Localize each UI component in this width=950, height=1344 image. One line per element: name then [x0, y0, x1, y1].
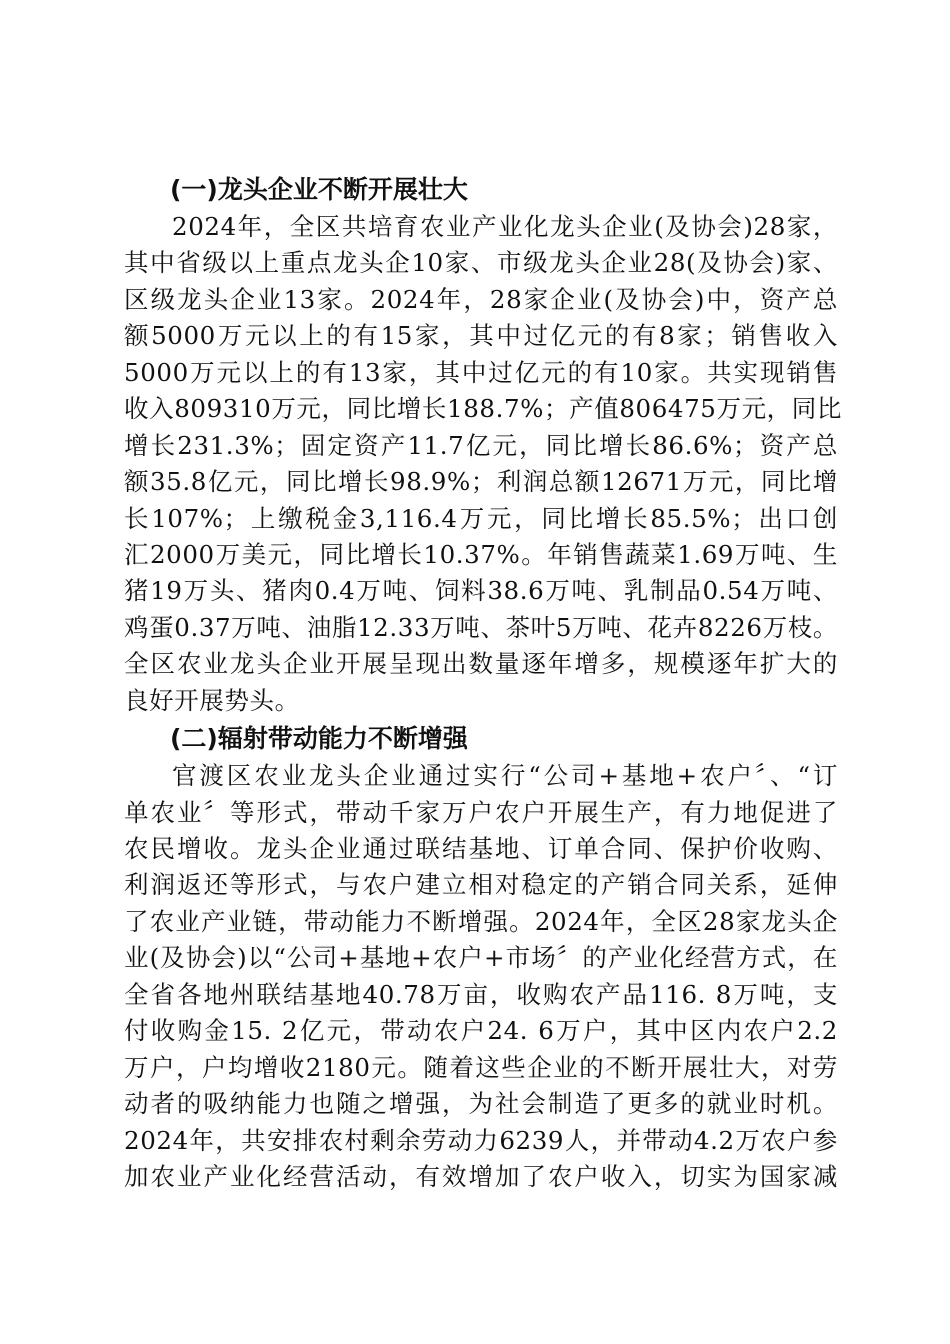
section-1-paragraph: [124, 209, 842, 719]
text-line: 万户，户均增收2180元。随着这些企业的不断开展壮大，对劳: [124, 1052, 838, 1082]
text-line: 猪19万头、猪肉0.4万吨、饲料38.6万吨、乳制品0.54万吨、: [124, 576, 838, 606]
text-line: 良好开展势头。: [124, 685, 300, 715]
text-line: 加农业产业化经营活动，有效增加了农户收入，切实为国家减: [124, 1161, 838, 1191]
text-line: 收入809310万元，同比增长188.7%；产值806475万元，同比: [124, 394, 842, 424]
text-line: 额5000万元以上的有15家，其中过亿元的有8家；销售收入: [124, 321, 838, 351]
text-line: 付收购金15. 2亿元，带动农户24. 6万户，其中区内农户2.2: [124, 1016, 838, 1046]
text-line: 2024年，全区共培育农业产业化龙头企业(及协会)28家，: [172, 212, 838, 241]
document-body: [124, 170, 842, 1195]
text-line: 增长231.3%；固定资产11.7亿元，同比增长86.6%；资产总: [124, 430, 838, 460]
text-line: 官渡区农业龙头企业通过实行“公司+基地+农户〞、“订: [172, 761, 838, 791]
text-line: 汇2000万美元，同比增长10.37%。年销售蔬菜1.69万吨、生: [124, 539, 838, 569]
text-line: 单农业〞等形式，带动千家万户农户开展生产，有力地促进了: [124, 797, 838, 827]
section-2-heading: (二)辐射带动能力不断增强: [170, 724, 468, 754]
section-2-paragraph: [124, 758, 838, 1195]
text-line: 额35.8亿元，同比增长98.9%；利润总额12671万元，同比增: [124, 467, 838, 497]
text-line: 区级龙头企业13家。2024年，28家企业(及协会)中，资产总: [124, 284, 838, 314]
text-line: 业(及协会)以“公司+基地+农户+市场〞的产业化经营方式，在: [124, 943, 838, 973]
text-line: 鸡蛋0.37万吨、油脂12.33万吨、茶叶5万吨、花卉8226万枝。: [124, 612, 838, 642]
text-line: 了农业产业链，带动能力不断增强。2024年，全区28家龙头企: [124, 906, 838, 936]
text-line: 动者的吸纳能力也随之增强，为社会制造了更多的就业时机。: [124, 1089, 838, 1119]
text-line: 其中省级以上重点龙头企10家、市级龙头企业28(及协会)家、: [124, 248, 838, 278]
text-line: 利润返还等形式，与农户建立相对稳定的产销合同关系，延伸: [124, 870, 838, 900]
text-line: 全省各地州联结基地40.78万亩，收购农产品116. 8万吨，支: [124, 979, 838, 1009]
text-line: 5000万元以上的有13家，其中过亿元的有10家。共实现销售: [124, 357, 838, 387]
section-1-heading: (一)龙头企业不断开展壮大: [170, 175, 468, 204]
text-line: 农民增收。龙头企业通过联结基地、订单合同、保护价收购、: [124, 834, 838, 863]
text-line: 长107%；上缴税金3,116.4万元，同比增长85.5%；出口创: [124, 503, 838, 533]
text-line: 全区农业龙头企业开展呈现出数量逐年增多，规模逐年扩大的: [124, 649, 838, 679]
text-line: 2024年，共安排农村剩余劳动力6239人，并带动4.2万农户参: [124, 1125, 838, 1155]
